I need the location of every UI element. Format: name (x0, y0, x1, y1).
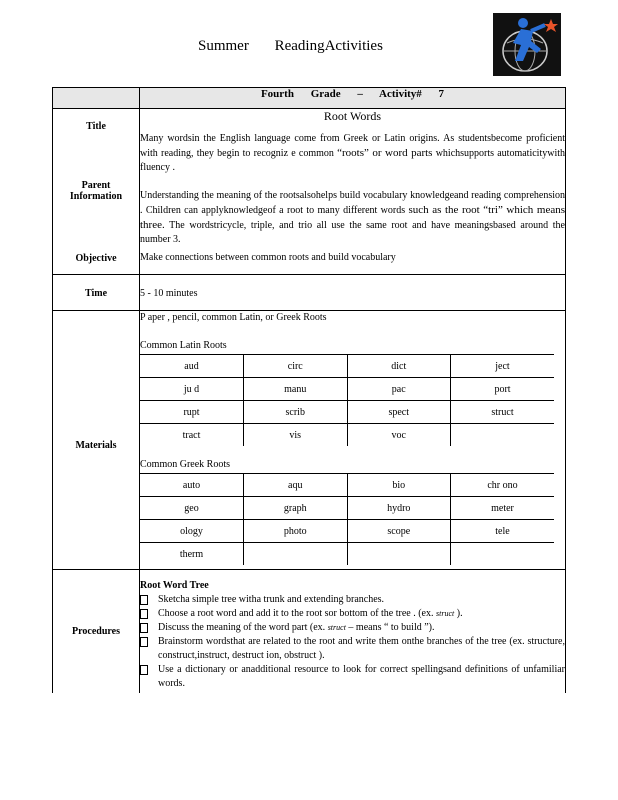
title-row (53, 109, 566, 133)
procedures-content (140, 570, 566, 694)
parent-info-row (53, 132, 566, 247)
table-row: aud circ dict ject (140, 355, 554, 378)
procedures-label: Procedures (53, 570, 140, 694)
latin-roots-title: Common Latin Roots (140, 340, 227, 351)
time-row (53, 275, 566, 311)
parent-label-line1: Parent (81, 180, 111, 191)
heading-word-reading-activities: ReadingActivities (274, 38, 383, 54)
title-label: Title (53, 109, 140, 133)
procedures-list (140, 593, 565, 691)
table-row: therm (140, 543, 554, 566)
parent-label-line2: Information (69, 191, 123, 202)
grade-row (53, 88, 566, 109)
list-item: Brainstorm wordsthat are related to the root and write them onthe branches of the tree (ex. structure, construct,instruct, destruct ion, obstruct ). (140, 635, 565, 663)
checkbox-bullet-icon (140, 637, 148, 647)
table-row: ology photo scope tele (140, 520, 554, 543)
parent-info-label (53, 132, 140, 247)
latin-roots-table (140, 354, 554, 446)
materials-label: Materials (53, 311, 140, 570)
list-item: Sketcha simple tree witha trunk and extending branches. (140, 593, 565, 607)
list-item: Use a dictionary or anadditional resource to look for correct spellingsand definitions of unfamiliar words. (140, 663, 565, 691)
procedures-row (53, 570, 566, 694)
materials-intro: P aper , pencil, common Latin, or Greek Roots (140, 312, 327, 323)
objective-label: Objective (53, 247, 140, 275)
checkbox-bullet-icon (140, 609, 148, 619)
activity-table (52, 87, 566, 693)
list-item: Discuss the meaning of the word part (ex. struct – means “ to build ”). (140, 621, 565, 635)
materials-row (53, 311, 566, 570)
table-row: geo graph hydro meter (140, 497, 554, 520)
title-value: Root Words (140, 109, 566, 133)
parent-info-text (140, 132, 566, 247)
parent-paragraph-1: Many wordsin the English language come from Greek or Latin origins. As studentsbecome proficient with reading, they begin to recogniz e common “roots” or word parts whichsupports automaticitywith fluency . (140, 133, 566, 173)
checkbox-bullet-icon (140, 595, 148, 605)
greek-roots-table (140, 473, 554, 565)
checkbox-bullet-icon (140, 665, 148, 675)
checkbox-bullet-icon (140, 623, 148, 633)
time-label: Time (53, 275, 140, 311)
table-row: rupt scrib spect struct (140, 401, 554, 424)
objective-value: Make connections between common roots and build vocabulary (140, 247, 566, 275)
parent-paragraph-2: Understanding the meaning of the rootsalsohelps build vocabulary knowledgeand reading comprehension . Children can applyknowledgeof a root to many different words such as the root “tri” which means three. The wordstricycle, triple, and trio all use the same root and have meaningsbased around the number 3. (140, 190, 565, 245)
heading-word-summer: Summer (198, 38, 249, 54)
time-value: 5 - 10 minutes (140, 275, 566, 311)
list-item: Choose a root word and add it to the root sor bottom of the tree . (ex. struct ). (140, 607, 565, 621)
page-heading (198, 38, 405, 55)
materials-content (140, 311, 566, 570)
greek-roots-title: Common Greek Roots (140, 459, 230, 470)
table-row: ju d manu pac port (140, 378, 554, 401)
runner-globe-logo-icon (493, 13, 561, 76)
grade-activity: Fourth Grade – Activity# 7 (140, 88, 566, 109)
objective-row (53, 247, 566, 275)
table-row: auto aqu bio chr ono (140, 474, 554, 497)
procedures-subtitle: Root Word Tree (140, 580, 209, 591)
table-row: tract vis voc (140, 424, 554, 447)
